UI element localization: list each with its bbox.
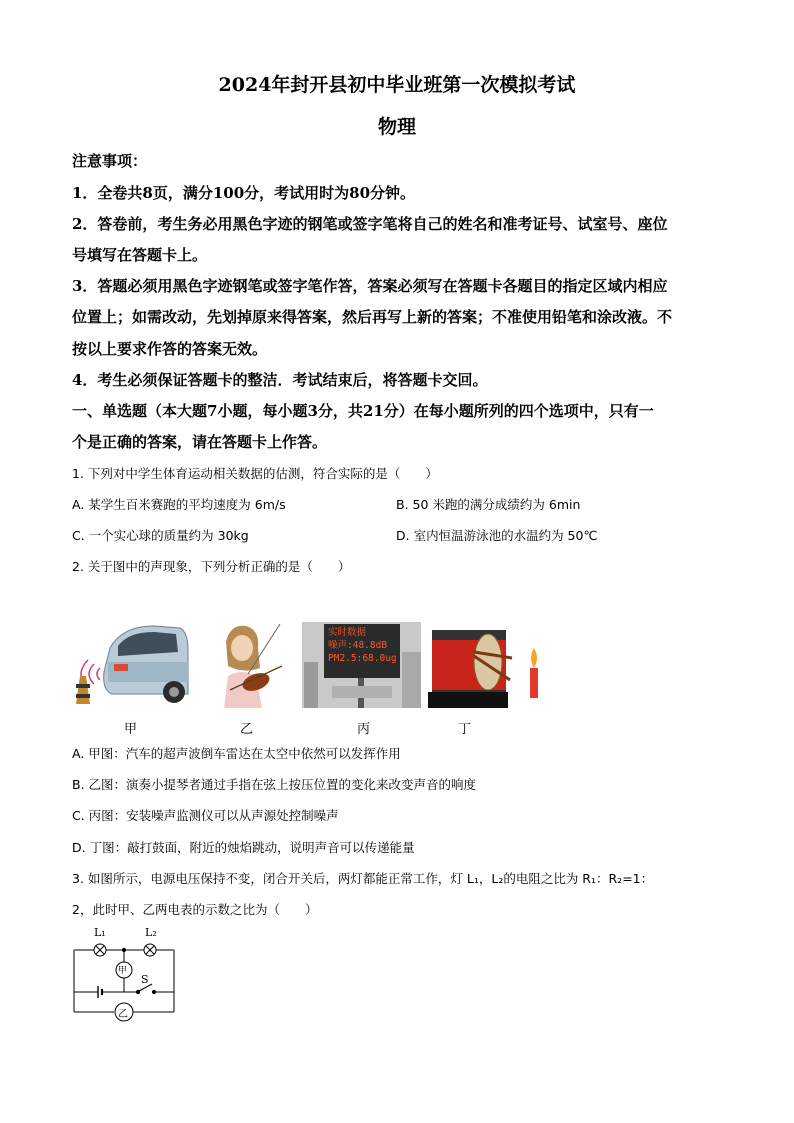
notice-item-3-cont: 位置上；如需改动，先划掉原来得答案，然后再写上新的答案；不准使用铅笔和涂改液。不 xyxy=(72,308,673,326)
notice-item-2: 2．答卷前，考生务必用黑色字迹的钢笔或签字笔将自己的姓名和准考证号、试室号、座位 xyxy=(72,215,668,233)
meter-yi-label: 乙 xyxy=(118,1009,128,1020)
q2-option-c: C. 丙图：安装噪声监测仪可以从声源处控制噪声 xyxy=(72,808,339,823)
caption-bing: 丙 xyxy=(357,722,371,737)
switch-label: S xyxy=(141,973,149,986)
section-heading: 一、单选题（本大题7小题，每小题3分，共21分）在每小题所列的四个选项中，只有一 xyxy=(72,402,654,420)
display-line-3: PM2.5:68.0ug xyxy=(328,653,397,664)
q2-option-a: A. 甲图：汽车的超声波倒车雷达在太空中依然可以发挥作用 xyxy=(72,746,401,761)
noise-display xyxy=(328,626,396,665)
notice-item-2-cont: 号填写在答题卡上。 xyxy=(72,246,208,264)
lamp-l2-label: L₂ xyxy=(145,926,157,939)
notice-item-3: 3．答题必须用黑色字迹钢笔或签字笔作答，答案必须写在答题卡各题目的指定区域内相应 xyxy=(72,277,668,295)
q2-option-d: D. 丁图：敲打鼓面，附近的烛焰跳动，说明声音可以传递能量 xyxy=(72,840,415,855)
section-heading-cont: 个是正确的答案，请在答题卡上作答。 xyxy=(72,433,328,451)
caption-ding: 丁 xyxy=(458,722,472,737)
q1-option-d: D. 室内恒温游泳池的水温约为 50℃ xyxy=(396,528,598,543)
violin-player-image xyxy=(200,622,284,708)
q1-option-a: A. 某学生百米赛跑的平均速度为 6m/s xyxy=(72,497,286,512)
q2-stem: 2. 关于图中的声现象，下列分析正确的是（ ） xyxy=(72,559,351,574)
exam-subject: 物理 xyxy=(377,116,416,138)
notice-item-1: 1．全卷共8页，满分100分，考试用时为80分钟。 xyxy=(72,184,416,202)
q3-stem-line1: 3. 如图所示，电源电压保持不变，闭合开关后，两灯都能正常工作，灯 L₁，L₂的电阻之比为 R₁：R₂=1： xyxy=(72,871,654,886)
notice-item-3-cont2: 按以上要求作答的答案无效。 xyxy=(72,340,268,358)
q1-option-c: C. 一个实心球的质量约为 30kg xyxy=(72,528,249,543)
caption-jia: 甲 xyxy=(124,722,138,737)
q1-stem: 1. 下列对中学生体育运动相关数据的估测，符合实际的是（ ） xyxy=(72,466,438,481)
q3-stem-line2: 2，此时甲、乙两电表的示数之比为（ ） xyxy=(72,902,318,917)
drum-candle-image xyxy=(428,622,544,708)
exam-title: 2024年封开县初中毕业班第一次模拟考试 xyxy=(218,74,576,96)
caption-yi: 乙 xyxy=(240,722,254,737)
lamp-l1-label: L₁ xyxy=(94,926,106,939)
q1-option-b: B. 50 米跑的满分成绩约为 6min xyxy=(396,497,581,512)
meter-jia-label: 甲 xyxy=(118,966,128,976)
notice-item-4: 4．考生必须保证答题卡的整洁．考试结束后，将答题卡交回。 xyxy=(72,371,488,389)
q2-option-b: B. 乙图：演奏小提琴者通过手指在弦上按压位置的变化来改变声音的响度 xyxy=(72,777,477,792)
car-radar-image xyxy=(70,620,192,710)
notice-heading: 注意事项： xyxy=(72,152,148,170)
display-line-1: 实时数据 xyxy=(328,627,367,638)
display-line-2: 噪声:48.8dB xyxy=(328,640,388,651)
